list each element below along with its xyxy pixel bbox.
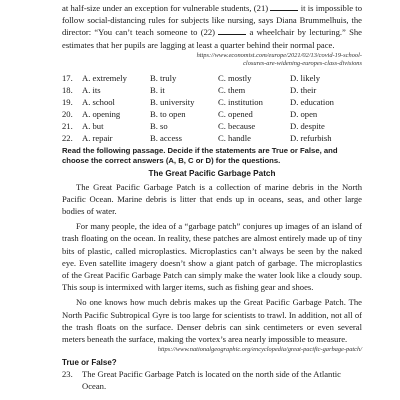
option-a: A. extremely xyxy=(82,72,127,83)
option-a: A. repair xyxy=(82,132,113,143)
true-false-heading: True or False? xyxy=(62,358,117,368)
passage-text: a wheelchair by lecturing.” She estimates that her pupils are lagging at least a quarter behind their normal pace. xyxy=(62,27,362,50)
passage-title: The Great Pacific Garbage Patch xyxy=(148,168,276,178)
question-23 xyxy=(62,368,362,392)
passage-text: at half-size under an exception for vulnerable students, (21) xyxy=(62,3,271,13)
option-a: A. opening xyxy=(82,108,121,119)
option-num: 18. xyxy=(62,84,73,95)
option-num: 22. xyxy=(62,132,73,143)
option-d: D. their xyxy=(290,84,317,95)
question-text: The Great Pacific Garbage Patch is located on the north side of the Atlantic Ocean. xyxy=(82,369,341,392)
option-d: D. open xyxy=(290,108,318,119)
passage-continuation xyxy=(62,2,362,51)
option-a: A. its xyxy=(82,84,101,95)
paragraph-1: The Great Pacific Garbage Patch is a collection of marine debris in the North Pacific Ocean. Marine debris is litter that ends up in oceans, seas, and other large bodies of water. xyxy=(62,181,362,217)
option-a: A. but xyxy=(82,120,104,131)
instruction-text: Read the following passage. Decide if the statements are True or False, and choose the correct answers (A, B, C or D) for the questions. xyxy=(62,145,338,166)
option-num: 20. xyxy=(62,108,73,119)
option-b: B. so xyxy=(150,120,168,131)
option-b: B. access xyxy=(150,132,182,143)
blank-21 xyxy=(270,2,298,11)
blank-22 xyxy=(218,26,246,35)
document-page xyxy=(62,0,362,393)
option-d: D. despite xyxy=(290,120,325,131)
option-c: C. them xyxy=(218,84,246,95)
paragraph-3: No one knows how much debris makes up the Great Pacific Garbage Patch. The North Pacific Subtropical Gyre is too large for scientists to trawl. In addition, not all of the trash floats on the surface. Denser debris can sink centimeters or even several meters beneath the surface, making the vortex’s area nearly impossible to measure. xyxy=(62,297,362,345)
option-a: A. school xyxy=(82,96,115,107)
option-num: 21. xyxy=(62,120,73,131)
option-c: C. mostly xyxy=(218,72,252,83)
option-c: C. because xyxy=(218,120,256,131)
option-num: 19. xyxy=(62,96,73,107)
option-b: B. truly xyxy=(150,72,177,83)
option-b: B. it xyxy=(150,84,165,95)
question-number: 23. xyxy=(62,369,73,380)
paragraph-2: For many people, the idea of a “garbage patch” conjures up images of an island of trash floating on the ocean. In reality, these patches are almost entirely made up of tiny bits of plastic, called microplastics. Microplastics can’t always be seen by the naked eye. Even satellite imagery doesn’t show a giant patch of garbage. The microplastics of the Great Pacific Garbage Patch can simply make the water look like a cloudy soup. This soup is intermixed with larger items, such as fishing gear and shoes. xyxy=(62,221,362,293)
option-d: D. refurbish xyxy=(290,132,332,143)
option-b: B. to open xyxy=(150,108,186,119)
source-link-1: https://www.economist.com/europe/2021/02/13/covid-19-school- closures-are-widening-europes-class-divisions xyxy=(196,51,362,67)
option-b: B. university xyxy=(150,96,195,107)
options-table xyxy=(62,72,362,144)
option-d: D. education xyxy=(290,96,334,107)
passage-text: it is impossible to follow social-distancing rules for subjects like nursing, says Diana Brummelhuis, the director: “You can’t teach someone to (22) xyxy=(62,3,362,38)
source-link-2: https://www.nationalgeographic.org/encyclopedia/great-pacific-garbage-patch/ xyxy=(157,346,362,354)
option-d: D. likely xyxy=(290,72,321,83)
option-c: C. handle xyxy=(218,132,251,143)
option-c: C. institution xyxy=(218,96,263,107)
option-c: C. opened xyxy=(218,108,253,119)
option-num: 17. xyxy=(62,72,73,83)
